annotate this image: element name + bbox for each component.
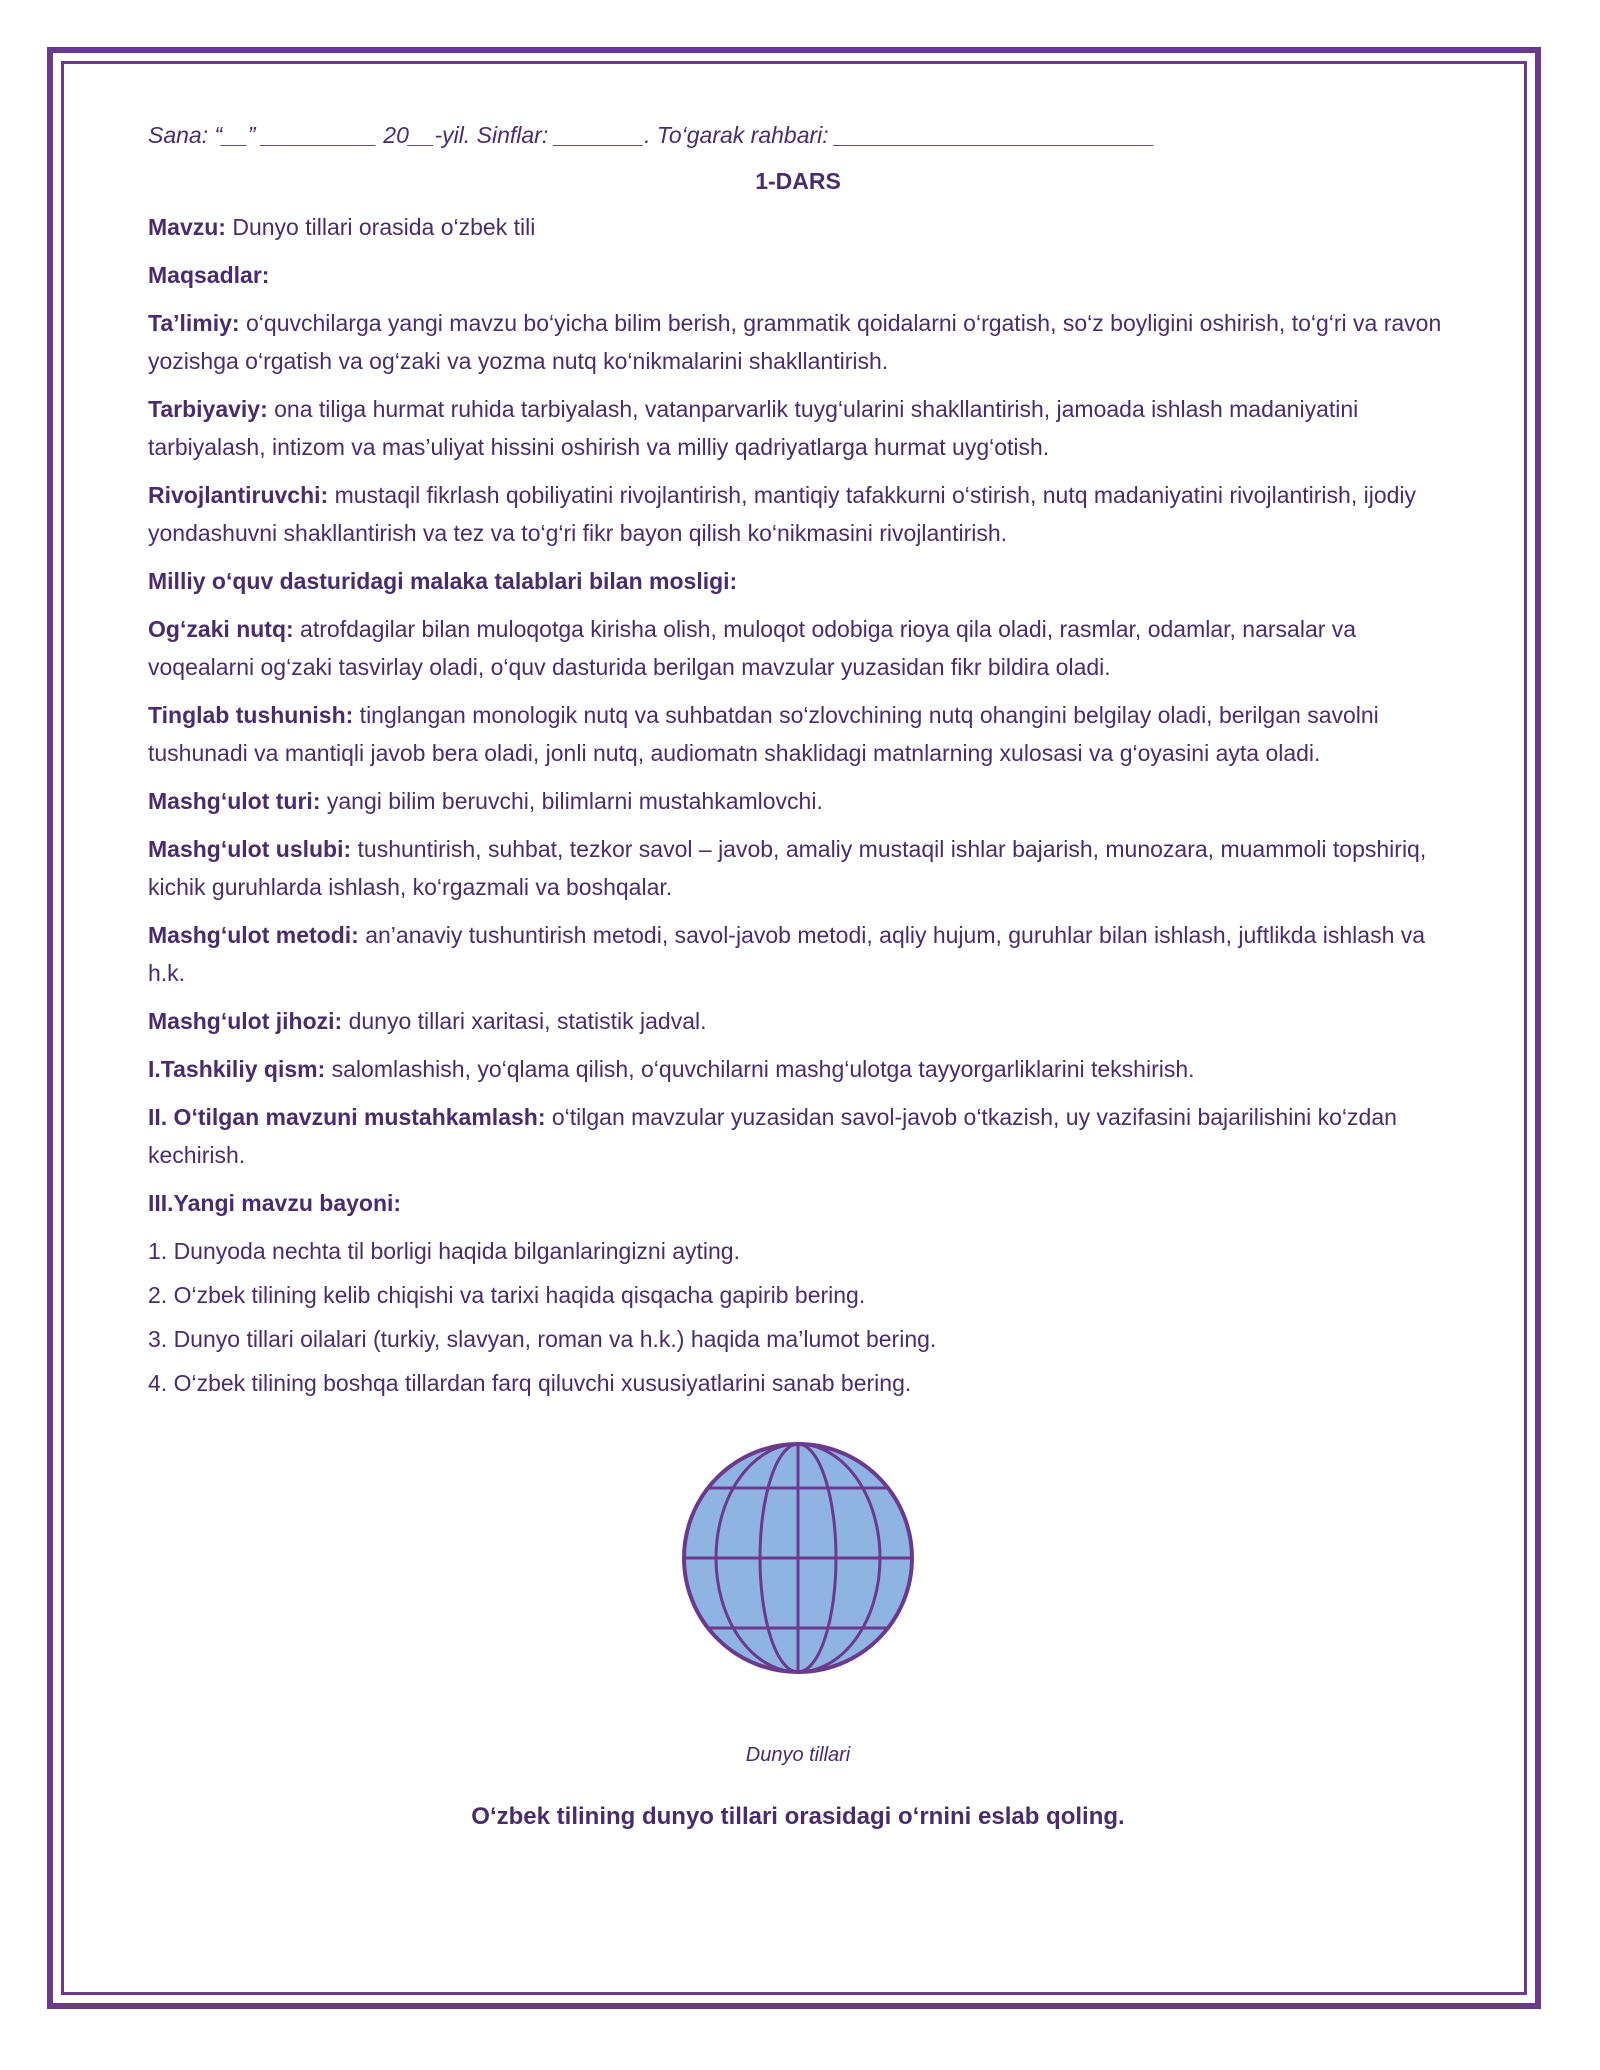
lesson-info-text: salomlashish, yo‘qlama qilish, o‘quvchilarni mashg‘ulotga tayyorgarliklarini tekshirish. <box>325 1056 1195 1082</box>
lesson-info-label: Mashg‘ulot metodi: <box>148 922 359 948</box>
goals-heading <box>148 256 1448 294</box>
question-item: 2. O‘zbek tilining kelib chiqishi va tarixi haqida qisqacha gapirib bering. <box>148 1282 866 1308</box>
question-item: 1. Dunyoda nechta til borligi haqida bilganlaringizni ayting. <box>148 1238 740 1264</box>
lesson-info-text: dunyo tillari xaritasi, statistik jadval. <box>342 1008 707 1034</box>
new-topic-heading <box>148 1184 1448 1222</box>
lesson-info-text: yangi bilim beruvchi, bilimlarni mustahkamlovchi. <box>320 788 823 814</box>
lesson-info-label: Mashg‘ulot turi: <box>148 788 321 814</box>
closing-statement: O‘zbek tilining dunyo tillari orasidagi o‘rnini eslab qoling. <box>471 1803 1125 1830</box>
lesson-info-text: tushuntirish, suhbat, tezkor savol – javob, amaliy mustaqil ishlar bajarish, munozara, muammoli topshiriq, kichik guruhlarda ishlash, ko‘rgazmali va boshqalar. <box>148 836 1427 900</box>
standard-text: atrofdagilar bilan muloqotga kirisha olish, muloqot odobiga rioya qila oladi, rasmlar, odamlar, narsalar va voqealarni og‘zaki tasvirlay oladi, o‘quv dasturida berilgan mavzular yuzasidan fikr bildira oladi. <box>148 616 1357 680</box>
lesson-info-paragraph <box>148 830 1448 906</box>
new-topic-heading-text: III.Yangi mavzu bayoni: <box>148 1190 402 1216</box>
lesson-info-label: Mashg‘ulot jihozi: <box>148 1008 343 1034</box>
figure <box>148 1438 1448 1678</box>
question-item: 4. O‘zbek tilining boshqa tillardan farq qiluvchi xususiyatlarini sanab bering. <box>148 1370 912 1396</box>
lesson-info-paragraph <box>148 916 1448 992</box>
question-item: 3. Dunyo tillari oilalari (turkiy, slavyan, roman va h.k.) haqida ma’lumot bering. <box>148 1326 937 1352</box>
topic-paragraph <box>148 208 1448 246</box>
lesson-info-paragraph <box>148 1098 1448 1174</box>
goal-label: Tarbiyaviy: <box>148 396 268 422</box>
standards-heading-text: Milliy o‘quv dasturidagi malaka talablari bilan mosligi: <box>148 568 738 594</box>
lesson-info-paragraph <box>148 1002 1448 1040</box>
goal-paragraph <box>148 390 1448 466</box>
lesson-info-paragraph <box>148 1050 1448 1088</box>
topic-label: Mavzu: <box>148 214 226 240</box>
goals-heading-text: Maqsadlar: <box>148 262 270 288</box>
lesson-title: 1-DARS <box>755 168 841 194</box>
lesson-info-label: II. O‘tilgan mavzuni mustahkamlash: <box>148 1104 546 1130</box>
goal-label: Ta’limiy: <box>148 310 240 336</box>
document-body <box>148 116 1448 1836</box>
goal-text: ona tiliga hurmat ruhida tarbiyalash, vatanparvarlik tuyg‘ularini shakllantirish, jamoada ishlash madaniyatini tarbiyalash, intizom va mas’uliyat hissini oshirish va milliy qadriyatlarga hurmat uyg‘otish. <box>148 396 1359 460</box>
lesson-info-label: I.Tashkiliy qism: <box>148 1056 326 1082</box>
goal-paragraph <box>148 304 1448 380</box>
standard-label: Tinglab tushunish: <box>148 702 354 728</box>
standards-heading <box>148 562 1448 600</box>
figure-caption: Dunyo tillari <box>745 1744 851 1766</box>
lesson-info-paragraph <box>148 782 1448 820</box>
goal-paragraph <box>148 476 1448 552</box>
lesson-info-label: Mashg‘ulot uslubi: <box>148 836 352 862</box>
topic-text: Dunyo tillari orasida o‘zbek tili <box>225 214 536 240</box>
goal-text: o‘quvchilarga yangi mavzu bo‘yicha bilim berish, grammatik qoidalarni o‘rgatish, so‘z boyligini oshirish, to‘g‘ri va ravon yozishga o‘rgatish va og‘zaki va yozma nutq ko‘nikmalarini shakllantirish. <box>148 310 1442 374</box>
globe-icon <box>678 1438 918 1678</box>
standard-paragraph <box>148 696 1448 772</box>
goal-label: Rivojlantiruvchi: <box>148 482 329 508</box>
lesson-info-text: o‘tilgan mavzular yuzasidan savol-javob o‘tkazish, uy vazifasini bajarilishini ko‘zdan kechirish. <box>148 1104 1397 1168</box>
lesson-info-text: an’anaviy tushuntirish metodi, savol-javob metodi, aqliy hujum, guruhlar bilan ishlash, juftlikda ishlash va h.k. <box>148 922 1426 986</box>
standard-paragraph <box>148 610 1448 686</box>
header-line: Sana: “__” _________ 20__-yil. Sinflar: _______. To‘garak rahbari: _________________________ <box>148 122 1155 148</box>
goal-text: mustaqil fikrlash qobiliyatini rivojlantirish, mantiqiy tafakkurni o‘stirish, nutq madaniyatini rivojlantirish, ijodiy yondashuvni shakllantirish va tez va to‘g‘ri fikr bayon qilish ko‘nikmasini rivojlantirish. <box>148 482 1417 546</box>
standard-text: tinglangan monologik nutq va suhbatdan so‘zlovchining nutq ohangini belgilay oladi, berilgan savolni tushunadi va mantiqli javob bera oladi, jonli nutq, audiomatn shaklidagi matnlarning xulosasi va g‘oyasini ayta oladi. <box>148 702 1379 766</box>
standard-label: Og‘zaki nutq: <box>148 616 294 642</box>
